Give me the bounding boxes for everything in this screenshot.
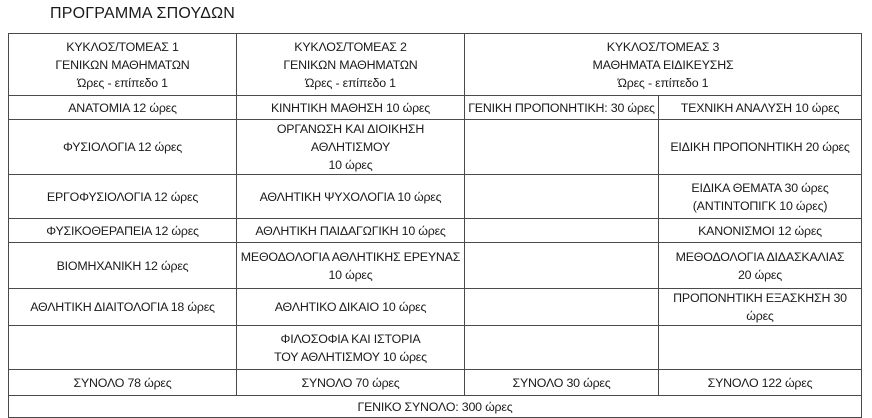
table-row [9, 326, 862, 370]
table-row [9, 219, 862, 243]
header-cycle-1: ΚΥΚΛΟΣ/ΤΟΜΕΑΣ 1 ΓΕΝΙΚΩΝ ΜΑΘΗΜΑΤΩΝ Ώρες - επίπεδο 1 [9, 34, 237, 96]
total-cell: ΣΥΝΟΛΟ 30 ώρες [465, 370, 659, 396]
table-cell: ΦΥΣΙΚΟΘΕΡΑΠΕΙΑ 12 ώρες [9, 219, 237, 243]
table-row [9, 175, 862, 219]
table-header-row [9, 34, 862, 96]
table-cell: ΕΡΓΟΦΥΣΙΟΛΟΓΙΑ 12 ώρες [9, 175, 237, 219]
table-cell: ΤΕΧΝΙΚΗ ΑΝΑΛΥΣΗ 10 ώρες [659, 96, 862, 120]
table-cell: ΚΙΝΗΤΙΚΗ ΜΑΘΗΣΗ 10 ώρες [237, 96, 465, 120]
total-cell: ΣΥΝΟΛΟ 78 ώρες [9, 370, 237, 396]
grand-total-cell: ΓΕΝΙΚΟ ΣΥΝΟΛΟ: 300 ώρες [9, 396, 862, 418]
table-cell: ΕΙΔΙΚΗ ΠΡΟΠΟΝΗΤΙΚΗ 20 ώρες [659, 120, 862, 175]
totals-row [9, 370, 862, 396]
table-cell: ΟΡΓΑΝΩΣΗ ΚΑΙ ΔΙΟΙΚΗΣΗ ΑΘΛΗΤΙΣΜΟΥ 10 ώρες [237, 120, 465, 175]
table-cell: ΦΙΛΟΣΟΦΙΑ ΚΑΙ ΙΣΤΟΡΙΑ ΤΟΥ ΑΘΛΗΤΙΣΜΟΥ 10 ώρες [237, 326, 465, 370]
total-cell: ΣΥΝΟΛΟ 70 ώρες [237, 370, 465, 396]
page-title: ΠΡΟΓΡΑΜΜΑ ΣΠΟΥΔΩΝ [50, 5, 235, 22]
table-row [9, 289, 862, 326]
table-row [9, 96, 862, 120]
table-cell: ΕΙΔΙΚΑ ΘΕΜΑΤΑ 30 ώρες (ΑΝΤΙΝΤΟΠΙΓΚ 10 ώρες) [659, 175, 862, 219]
table-cell: ΠΡΟΠΟΝΗΤΙΚΗ ΕΞΑΣΚΗΣΗ 30 ώρες [659, 289, 862, 326]
table-cell: ΑΘΛΗΤΙΚΗ ΨΥΧΟΛΟΓΙΑ 10 ώρες [237, 175, 465, 219]
total-cell: ΣΥΝΟΛΟ 122 ώρες [659, 370, 862, 396]
table-row [9, 120, 862, 175]
table-cell: ΦΥΣΙΟΛΟΓΙΑ 12 ώρες [9, 120, 237, 175]
table-cell [9, 326, 237, 370]
table-cell: ΑΝΑΤΟΜΙΑ 12 ώρες [9, 96, 237, 120]
table-cell: ΒΙΟΜΗΧΑΝΙΚΗ 12 ώρες [9, 243, 237, 289]
table-row [9, 243, 862, 289]
table-cell [465, 289, 659, 326]
table-cell [465, 175, 659, 219]
table-cell [465, 243, 659, 289]
table-cell [465, 120, 659, 175]
grand-total-row [9, 396, 862, 418]
header-cycle-2: ΚΥΚΛΟΣ/ΤΟΜΕΑΣ 2 ΓΕΝΙΚΩΝ ΜΑΘΗΜΑΤΩΝ Ώρες - επίπεδο 1 [237, 34, 465, 96]
table-cell: ΚΑΝΟΝΙΣΜΟΙ 12 ώρες [659, 219, 862, 243]
table-cell: ΜΕΘΟΔΟΛΟΓΙΑ ΔΙΔΑΣΚΑΛΙΑΣ 20 ώρες [659, 243, 862, 289]
table-cell: ΑΘΛΗΤΙΚΗ ΠΑΙΔΑΓΩΓΙΚΗ 10 ώρες [237, 219, 465, 243]
table-cell [465, 326, 659, 370]
table-cell: ΑΘΛΗΤΙΚΟ ΔΙΚΑΙΟ 10 ώρες [237, 289, 465, 326]
table-cell [465, 219, 659, 243]
table-cell: ΑΘΛΗΤΙΚΗ ΔΙΑΙΤΟΛΟΓΙΑ 18 ώρες [9, 289, 237, 326]
table-cell: ΓΕΝΙΚΗ ΠΡΟΠΟΝΗΤΙΚΗ: 30 ώρες [465, 96, 659, 120]
curriculum-table [8, 33, 862, 418]
table-cell [659, 326, 862, 370]
table-cell: ΜΕΘΟΔΟΛΟΓΙΑ ΑΘΛΗΤΙΚΗΣ ΕΡΕΥΝΑΣ 10 ώρες [237, 243, 465, 289]
header-cycle-3: ΚΥΚΛΟΣ/ΤΟΜΕΑΣ 3 ΜΑΘΗΜΑΤΑ ΕΙΔΙΚΕΥΣΗΣ Ώρες - επίπεδο 1 [465, 34, 862, 96]
